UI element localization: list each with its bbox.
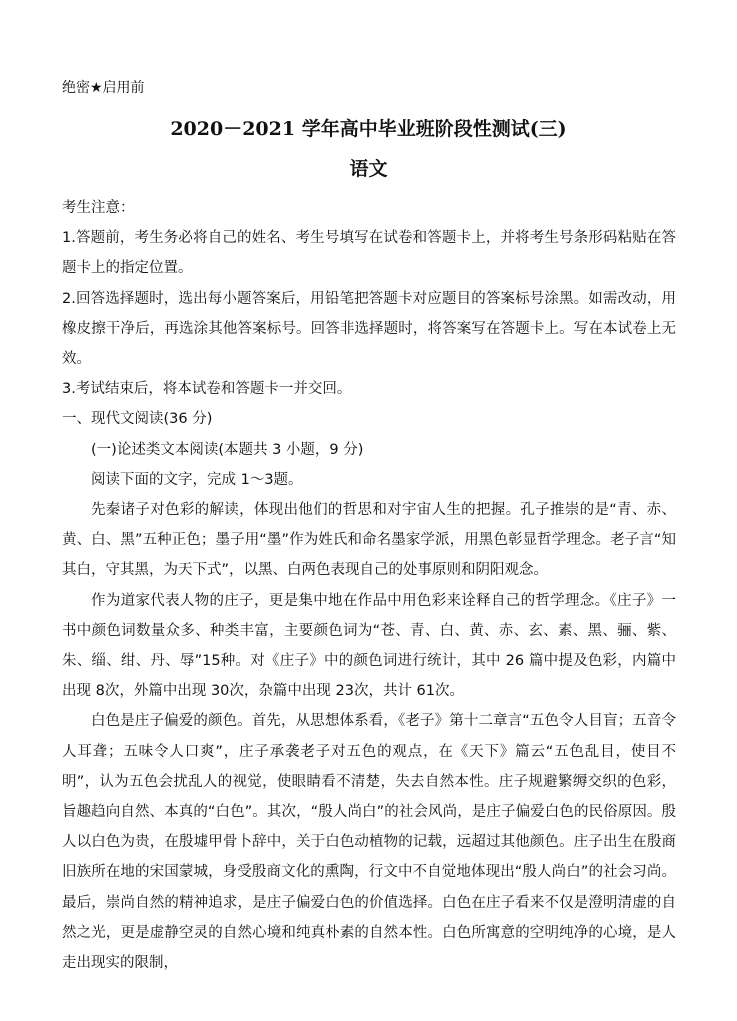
notice-heading: 考生注意： xyxy=(62,200,135,216)
subject-title: 语文 xyxy=(349,158,388,180)
secret-mark: 绝密★启用前 xyxy=(62,80,145,96)
notice-item-2: 2.回答选择题时，选出每小题答案后，用铅笔把答题卡对应题目的答案标号涂黑。如需改动，用橡皮擦干净后，再选涂其他答案标号。回答非选择题时，将答案写在答题卡上。写在本试卷上无效。 xyxy=(62,290,676,368)
passage-paragraph-1: 先秦诸子对色彩的解读，体现出他们的哲思和对宇宙人生的把握。孔子推崇的是“青、赤、黄、白、黑”五种正色；墨子用“墨”作为姓氏和命名墨家学派，用黑色彰显哲学理念。老子言“知其白，守其黑，为天下式”，以黑、白两色表现自己的处事原则和阴阳观念。 xyxy=(62,502,676,579)
passage-paragraph-3: 白色是庄子偏爱的颜色。首先，从思想体系看，《老子》第十二章言“五色令人目盲；五音令人耳聋；五味令人口爽”，庄子承袭老子对五色的观点，在《天下》篇云“五色乱目，使目不明”，认为五色会扰乱人的视觉，使眼睛看不清楚，失去自然本性。庄子规避繁缛交织的色彩，旨趣趋向自然、本真的“白色”。其次，“殷人尚白”的社会风尚，是庄子偏爱白色的民俗原因。殷人以白色为贵，在殷墟甲骨卜辞中，关于白色动植物的记载，远超过其他颜色。庄子出生在殷商旧族所在地的宋国蒙城，身受殷商文化的熏陶，行文中不自觉地体现出“殷人尚白”的社会习尚。最后，崇尚自然的精神追求，是庄子偏爱白色的价值选择。白色在庄子看来不仅是澄明清虚的自然之光，更是虚静空灵的自然心境和纯真朴素的自然本性。白色所寓意的空明纯净的心境，是人走出现实的限制， xyxy=(62,713,676,972)
reading-instruction: 阅读下面的文字，完成 1～3题。 xyxy=(91,471,303,488)
section-heading: 一、现代文阅读(36 分) xyxy=(62,411,213,428)
passage-paragraph-2: 作为道家代表人物的庄子，更是集中地在作品中用色彩来诠释自己的哲学理念。《庄子》一书中颜色词数量众多、种类丰富，主要颜色词为“苍、青、白、黄、赤、玄、素、黑、骊、紫、朱、缁、绀、丹、辱”15种。对《庄子》中的颜色词进行统计，其中 26 篇中提及色彩，内篇中出现 8次，外篇中出现 30次，杂篇中出现 23次，共计 61次。 xyxy=(62,592,676,700)
notice-item-1: 1.答题前，考生务必将自己的姓名、考生号填写在试卷和答题卡上，并将考生号条形码粘贴在答题卡上的指定位置。 xyxy=(62,230,676,277)
notice-item-3: 3.考试结束后，将本试卷和答题卡一并交回。 xyxy=(62,381,352,398)
sub-section-heading: (一)论述类文本阅读(本题共 3 小题，9 分) xyxy=(91,441,364,458)
exam-title: 2020－2021 学年高中毕业班阶段性测试(三) xyxy=(170,118,567,140)
exam-body xyxy=(62,193,676,978)
